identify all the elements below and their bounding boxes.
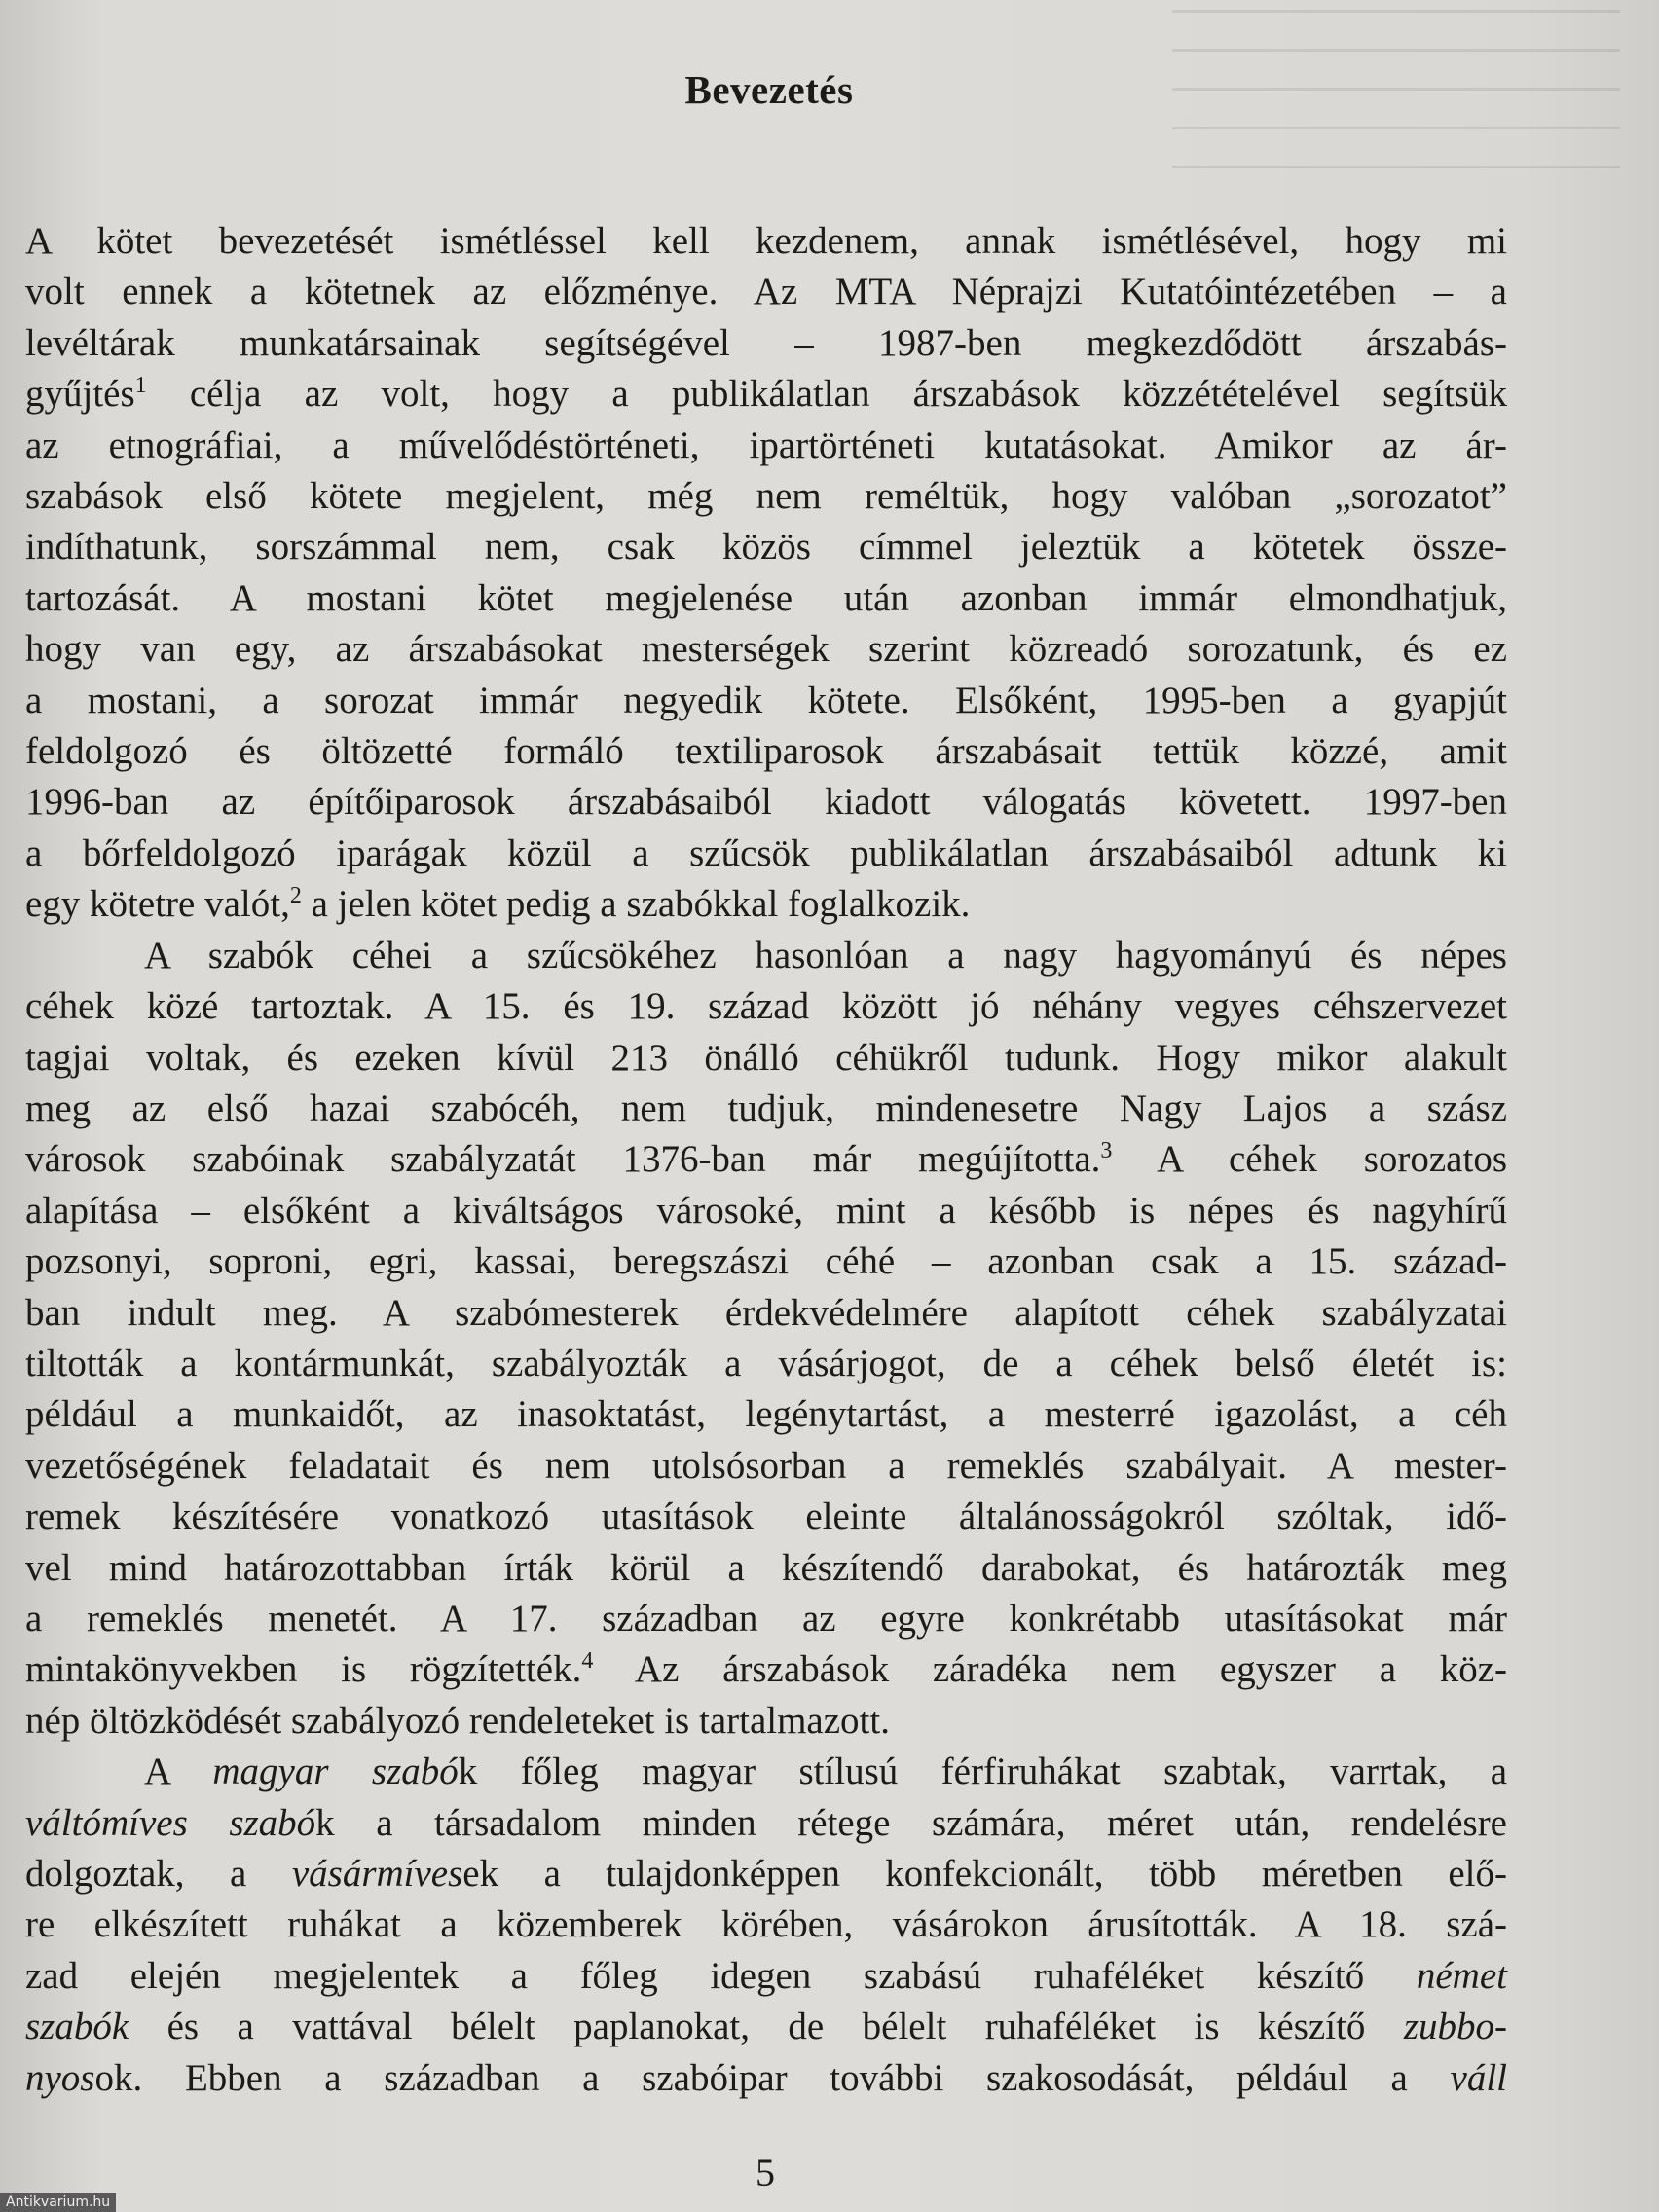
text-run: ek a tulajdonképpen konfekcionált, több méretben elő- [462,1853,1507,1895]
text-line: például a munkaidőt, az inasoktatást, legénytartást, a mesterré igazolást, a céh [25,1393,1507,1436]
italic-term: német [1416,1954,1507,1997]
text-line: levéltárak munkatársainak segítségével – 1987-ben megkezdődött árszabás- [25,321,1507,364]
body-text [25,216,1507,2104]
text-line: céhek közé tartoztak. A 15. és 19. század között jó néhány vegyes céhszervezet [25,985,1507,1028]
text-line [25,369,1507,420]
text-run: Az árszabások záradéka nem egyszer a köz- [593,1648,1507,1691]
text-line: tiltották a kontármunkát, szabályozták a vásárjogot, de a céhek belső életét is: [25,1342,1507,1384]
text-run: A [144,1751,213,1793]
text-line: szabások első kötete megjelent, még nem reméltük, hogy valóban „sorozatot” [25,475,1507,518]
text-run: ok. Ebben a században a szabóipar további szakosodását, például a [94,2056,1451,2099]
text-run: dolgoztak, a [25,1853,292,1895]
text-line: pozsonyi, soproni, egri, kassai, beregszászi céhé – azonban csak a 15. század- [25,1240,1507,1283]
text-line: tagjai voltak, és ezeken kívül 213 önálló céhükről tudunk. Hogy mikor alakult [25,1036,1507,1079]
text-line [25,1644,1507,1695]
text-line: feldolgozó és öltözetté formáló textiliparosok árszabásait tettük közzé, amit [25,730,1507,773]
text-line: remek készítésére vonatkozó utasítások eleinte általánosságokról szóltak, idő- [25,1495,1507,1538]
text-line: ban indult meg. A szabómesterek érdekvédelmére alapított céhek szabályzatai [25,1291,1507,1334]
text-line: a bőrfeldolgozó iparágak közül a szűcsök publikálatlan árszabásaiból adtunk ki [25,831,1507,874]
text-line: a mostani, a sorozat immár negyedik kötete. Elsőként, 1995-ben a gyapjút [25,679,1507,721]
text-line: 1996-ban az építőiparosok árszabásaiból kiadott válogatás követett. 1997-ben [25,781,1507,824]
text-line: A kötet bevezetését ismétléssel kell kezdenem, annak ismétlésével, hogy mi [25,220,1507,262]
italic-term: váll [1450,2056,1507,2099]
text-run: zad elején megjelentek a főleg idegen szabású ruhaféléket készítő [25,1954,1417,1997]
text-line [25,1798,1507,1849]
text-line [25,1849,1507,1899]
italic-term: szabók [25,2006,129,2048]
text-line: meg az első hazai szabócéh, nem tudjuk, mindenesetre Nagy Lajos a szász [25,1087,1507,1129]
text-line [25,1951,1507,2002]
text-line: alapítása – elsőként a kiváltságos városoké, mint a később is népes és nagyhírű [25,1189,1507,1232]
page-number: 5 [756,2151,775,2194]
text-line: re elkészített ruhákat a közemberek körében, vásárokon árusították. A 18. szá- [25,1903,1507,1946]
text-line: indíthatunk, sorszámmal nem, csak közös címmel jeleztük a kötetek össze- [25,526,1507,569]
italic-term: váltómíves szabó [25,1801,316,1844]
text-line [25,1747,1507,1797]
text-run: egy kötetre valót, [25,883,290,926]
footnote-mark: 4 [581,1648,594,1675]
text-line [25,1134,1507,1185]
text-line: a remeklés menetét. A 17. században az egyre konkrétabb utasításokat már [25,1597,1507,1640]
text-line: vel mind határozottabban írták körül a készítendő darabokat, és határozták meg [25,1546,1507,1589]
italic-term: magyar szabó [212,1751,459,1793]
italic-term: nyos [25,2056,95,2099]
page-title: Bevezetés [684,67,854,112]
paragraph-3 [25,1747,1507,2104]
italic-term: vásármíves [291,1853,463,1895]
text-run: mintakönyvekben is rögzítették. [25,1648,582,1691]
text-line: az etnográfiai, a művelődéstörténeti, ipartörténeti kutatásokat. Amikor az ár- [25,424,1507,466]
text-line: A szabók céhei a szűcsökéhez hasonlóan a nagy hagyományú és népes [144,934,1507,977]
text-run: gyűjtés [25,373,135,416]
footnote-mark: 1 [134,373,147,399]
text-line: volt ennek a kötetnek az előzménye. Az MTA Néprajzi Kutatóintézetében – a [25,271,1507,313]
paragraph-2 [25,931,1507,1748]
footnote-mark: 3 [1100,1138,1113,1164]
text-line: tartozását. A mostani kötet megjelenése után azonban immár elmondhatjuk, [25,576,1507,619]
text-run: célja az volt, hogy a publikálatlan árszabások közzétételével segítsük [146,373,1507,416]
text-line [25,2002,1507,2052]
text-run: és a vattával bélelt paplanokat, de bélelt ruhaféléket is készítő [129,2006,1404,2048]
watermark-label: Antikvarium.hu [0,2193,116,2212]
paragraph-1 [25,216,1507,931]
italic-term: zubbo- [1403,2006,1507,2048]
text-run: a jelen kötet pedig a szabókkal foglalkozik. [301,883,971,926]
text-line [25,879,1507,930]
text-run: városok szabóinak szabályzatát 1376-ban már megújította. [25,1138,1101,1181]
text-line: hogy van egy, az árszabásokat mesterségek szerint közreadó sorozatunk, és ez [25,628,1507,671]
text-run: A céhek sorozatos [1112,1138,1507,1181]
text-line: vezetőségének feladatait és nem utolsósorban a remeklés szabályait. A mester- [25,1444,1507,1487]
text-line: nép öltözködését szabályozó rendeleteket is tartalmazott. [25,1699,890,1742]
text-line [25,2053,1507,2104]
text-run: k főleg magyar stílusú férfiruhákat szabtak, varrtak, a [458,1751,1507,1793]
footnote-mark: 2 [289,883,302,909]
text-run: k a társadalom minden rétege számára, méret után, rendelésre [315,1801,1507,1844]
